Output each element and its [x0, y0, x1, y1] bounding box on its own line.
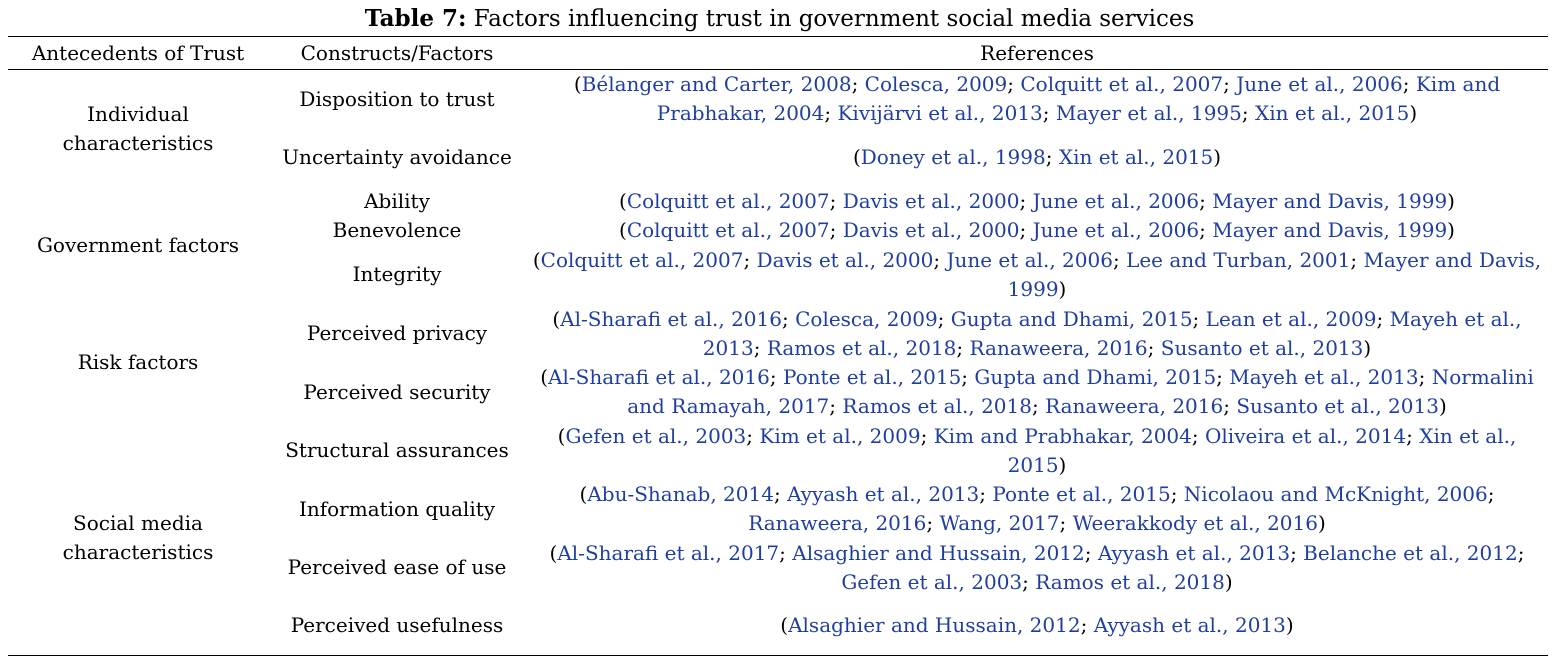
reference-link[interactable]: Kim and Prabhakar, 2004	[656, 72, 1501, 125]
reference-link[interactable]: Ponte et al., 2015	[782, 365, 962, 389]
references-cell: (Al-Sharafi et al., 2016; Ponte et al., 2015; Gupta and Dhami, 2015; Mayeh et al., 2013; Normalini and Ramayah, 2017; Ramos et al., 2018; Ranaweera, 2016; Susanto et al., 2013)	[540, 365, 1534, 418]
reference-link[interactable]: Nicolaou and McKnight, 2006	[1183, 482, 1488, 506]
trust-factors-table	[8, 36, 1548, 656]
reference-link[interactable]: Wang, 2017	[939, 511, 1060, 535]
reference-link[interactable]: Weerakkody et al., 2016	[1072, 511, 1318, 535]
reference-link[interactable]: Oliveira et al., 2014	[1205, 423, 1407, 448]
references-cell: (Gefen et al., 2003; Kim et al., 2009; Kim and Prabhakar, 2004; Oliveira et al., 2014; Xin et al., 2015)	[557, 423, 1517, 477]
reference-link[interactable]: Abu-Shanab, 2014	[587, 482, 774, 506]
reference-link[interactable]: Ramos et al., 2018	[842, 394, 1032, 418]
reference-link[interactable]: Colquitt et al., 2007	[540, 247, 744, 272]
references-cell: (Colquitt et al., 2007; Davis et al., 2000; June et al., 2006; Lee and Turban, 2001; Mayer and Davis, 1999)	[532, 247, 1542, 301]
reference-link[interactable]: Belanche et al., 2012	[1303, 540, 1518, 565]
reference-link[interactable]: Al-Sharafi et al., 2016	[548, 365, 770, 389]
reference-link[interactable]: June et al., 2006	[946, 247, 1113, 272]
reference-link[interactable]: Mayeh et al., 2013	[702, 306, 1522, 360]
table-row	[8, 304, 1548, 363]
reference-link[interactable]: Gupta and Dhami, 2015	[974, 365, 1217, 389]
reference-link[interactable]: June et al., 2006	[1032, 189, 1200, 213]
header-references: References	[526, 37, 1548, 70]
reference-link[interactable]: Bélanger and Carter, 2008	[581, 72, 852, 96]
references-cell: (Al-Sharafi et al., 2017; Alsaghier and Hussain, 2012; Ayyash et al., 2013; Belanche et al., 2012; Gefen et al., 2003; Ramos et al., 2018)	[549, 540, 1525, 594]
table-row	[8, 421, 1548, 480]
reference-link[interactable]: Colesca, 2009	[864, 72, 1008, 96]
construct-cell: Ability	[364, 189, 430, 213]
construct-cell: Disposition to trust	[299, 86, 495, 111]
reference-link[interactable]: Colquitt et al., 2007	[626, 218, 830, 242]
construct-cell: Uncertainty avoidance	[282, 145, 512, 169]
reference-link[interactable]: Xin et al., 2015	[1254, 101, 1410, 125]
references-cell: (Colquitt et al., 2007; Davis et al., 2000; June et al., 2006; Mayer and Davis, 1999)	[619, 189, 1455, 213]
reference-link[interactable]: Normalini and Ramayah, 2017	[627, 365, 1534, 418]
reference-link[interactable]: Ramos et al., 2018	[1035, 569, 1225, 594]
references-cell: (Alsaghier and Hussain, 2012; Ayyash et al., 2013)	[526, 597, 1548, 655]
reference-link[interactable]: Ayyash et al., 2013	[1093, 613, 1286, 638]
construct-cell: Perceived ease of use	[287, 555, 507, 579]
header-antecedents: Antecedents of Trust	[8, 37, 268, 70]
construct-cell: Integrity	[352, 262, 442, 286]
reference-link[interactable]: Mayer and Davis, 1999	[1212, 218, 1448, 242]
antecedent-cell: Individual characteristics	[62, 101, 214, 155]
reference-link[interactable]: Lee and Turban, 2001	[1126, 247, 1351, 272]
table-header-row	[8, 37, 1548, 70]
references-cell: (Al-Sharafi et al., 2016; Colesca, 2009; Gupta and Dhami, 2015; Lean et al., 2009; Mayeh et al., 2013; Ramos et al., 2018; Ranaweera, 2016; Susanto et al., 2013)	[552, 306, 1522, 360]
reference-link[interactable]: Gefen et al., 2003	[841, 569, 1023, 594]
reference-link[interactable]: Mayer and Davis, 1999	[1212, 189, 1448, 213]
reference-link[interactable]: Gefen et al., 2003	[565, 423, 747, 448]
table-row	[8, 70, 1548, 129]
reference-link[interactable]: Colquitt et al., 2007	[1020, 72, 1224, 96]
table-caption-label: Table 7:	[364, 5, 467, 32]
reference-link[interactable]: Davis et al., 2000	[842, 189, 1020, 213]
reference-link[interactable]: Ramos et al., 2018	[766, 335, 957, 360]
antecedent-cell: Social media characteristics	[8, 421, 268, 655]
header-constructs: Constructs/Factors	[268, 37, 526, 70]
reference-link[interactable]: June et al., 2006	[1032, 218, 1200, 242]
construct-cell: Structural assurances	[285, 438, 509, 462]
reference-link[interactable]: Ranaweera, 2016	[748, 511, 927, 535]
reference-link[interactable]: Davis et al., 2000	[842, 218, 1020, 242]
reference-link[interactable]: Al-Sharafi et al., 2016	[560, 306, 782, 331]
reference-link[interactable]: Alsaghier and Hussain, 2012	[792, 540, 1085, 565]
reference-link[interactable]: Xin et al., 2015	[1007, 423, 1517, 477]
reference-link[interactable]: Ponte et al., 2015	[992, 482, 1171, 506]
reference-link[interactable]: Kim et al., 2009	[759, 423, 921, 448]
reference-link[interactable]: Ranaweera, 2016	[969, 335, 1148, 360]
reference-link[interactable]: Colesca, 2009	[795, 306, 938, 331]
reference-link[interactable]: Mayeh et al., 2013	[1229, 365, 1419, 389]
reference-link[interactable]: Al-Sharafi et al., 2017	[557, 540, 780, 565]
construct-cell: Perceived privacy	[306, 321, 488, 345]
reference-link[interactable]: Mayer et al., 1995	[1055, 101, 1242, 125]
reference-link[interactable]: Susanto et al., 2013	[1236, 394, 1439, 418]
construct-cell: Perceived security	[303, 379, 491, 404]
reference-link[interactable]: Colquitt et al., 2007	[626, 189, 830, 213]
reference-link[interactable]: June et al., 2006	[1236, 72, 1403, 96]
references-cell: (Abu-Shanab, 2014; Ayyash et al., 2013; Ponte et al., 2015; Nicolaou and McKnight, 2006; Ranaweera, 2016; Wang, 2017; Weerakkody et al., 2016)	[579, 482, 1495, 535]
construct-cell: Benevolence	[332, 218, 462, 242]
reference-link[interactable]: Doney et al., 1998	[860, 145, 1046, 169]
references-cell: (Doney et al., 1998; Xin et al., 2015)	[852, 145, 1222, 169]
table-caption	[0, 4, 1559, 34]
table-row	[8, 187, 1548, 216]
construct-cell: Perceived usefulness	[268, 597, 526, 655]
antecedent-cell: Risk factors	[77, 350, 199, 374]
construct-cell: Information quality	[298, 496, 496, 521]
references-cell: (Bélanger and Carter, 2008; Colesca, 2009; Colquitt et al., 2007; June et al., 2006; Kim and Prabhakar, 2004; Kivijärvi et al., 2013; Mayer et al., 1995; Xin et al., 2015)	[573, 72, 1501, 125]
reference-link[interactable]: Alsaghier and Hussain, 2012	[788, 613, 1081, 638]
reference-link[interactable]: Xin et al., 2015	[1058, 145, 1214, 169]
reference-link[interactable]: Ayyash et al., 2013	[1097, 540, 1291, 565]
references-cell: (Colquitt et al., 2007; Davis et al., 2000; June et al., 2006; Mayer and Davis, 1999)	[619, 218, 1455, 242]
table-body	[8, 70, 1548, 656]
antecedent-cell: Government factors	[36, 233, 240, 257]
reference-link[interactable]: Kim and Prabhakar, 2004	[933, 423, 1192, 448]
reference-link[interactable]: Mayer and Davis, 1999	[1007, 247, 1542, 301]
table-caption-text: Factors influencing trust in government social media services	[466, 6, 1195, 32]
reference-link[interactable]: Ayyash et al., 2013	[787, 482, 980, 506]
reference-link[interactable]: Ranaweera, 2016	[1045, 394, 1224, 418]
reference-link[interactable]: Kivijärvi et al., 2013	[837, 101, 1043, 125]
reference-link[interactable]: Gupta and Dhami, 2015	[950, 306, 1193, 331]
reference-link[interactable]: Susanto et al., 2013	[1160, 335, 1364, 360]
reference-link[interactable]: Lean et al., 2009	[1205, 306, 1377, 331]
reference-link[interactable]: Davis et al., 2000	[756, 247, 934, 272]
